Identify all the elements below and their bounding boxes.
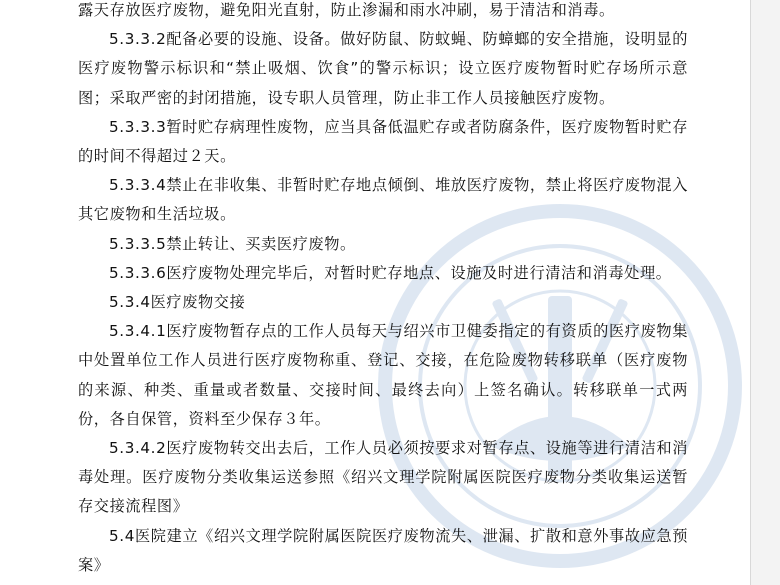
paragraph: 5.3.3.6医疗废物处理完毕后，对暂时贮存地点、设施及时进行清洁和消毒处理。 [109,263,672,282]
paragraph: 5.3.3.5禁止转让、买卖医疗废物。 [109,234,356,253]
paragraph: 露天存放医疗废物，避免阳光直射，防止渗漏和雨水冲刷，易于清洁和消毒。 [78,1,615,19]
paragraph: 5.3.4.2医疗废物转交出去后，工作人员必须按要求对暂存点、设施等进行清洁和消毒处理。医疗废物分类收集运送参照《绍兴文理学院附属医院医疗废物分类收集运送暂存交接流程图》 [78,439,688,516]
paragraph: 5.3.3.4禁止在非收集、非暂时贮存地点倾倒、堆放医疗废物，禁止将医疗废物混入其它废物和生活垃圾。 [78,176,688,224]
paragraph: 5.3.3.2配备必要的设施、设备。做好防鼠、防蚊蝇、防蟑螂的安全措施，设明显的医疗废物警示标识和“禁止吸烟、饮食”的警示标识；设立医疗废物暂时贮存场所示意图；采取严密的封闭措施，设专职人员管理，防止非工作人员接触医疗废物。 [78,30,688,107]
viewer-margin [752,0,780,585]
paragraph: 5.3.4.1医疗废物暂存点的工作人员每天与绍兴市卫健委指定的有资质的医疗废物集中处置单位工作人员进行医疗废物称重、登记、交接，在危险废物转移联单（医疗废物的来源、种类、重量或者数量、交接时间、最终去向）上签名确认。转移联单一式两份，各自保管，资料至少保存３年。 [78,322,688,428]
document-body [78,0,688,580]
paragraph: 5.4医院建立《绍兴文理学院附属医院医疗废物流失、泄漏、扩散和意外事故应急预案》 [78,526,688,574]
paragraph: 5.3.3.3暂时贮存病理性废物，应当具备低温贮存或者防腐条件，医疗废物暂时贮存的时间不得超过２天。 [78,117,688,166]
section-heading: 5.3.4医疗废物交接 [109,293,246,312]
